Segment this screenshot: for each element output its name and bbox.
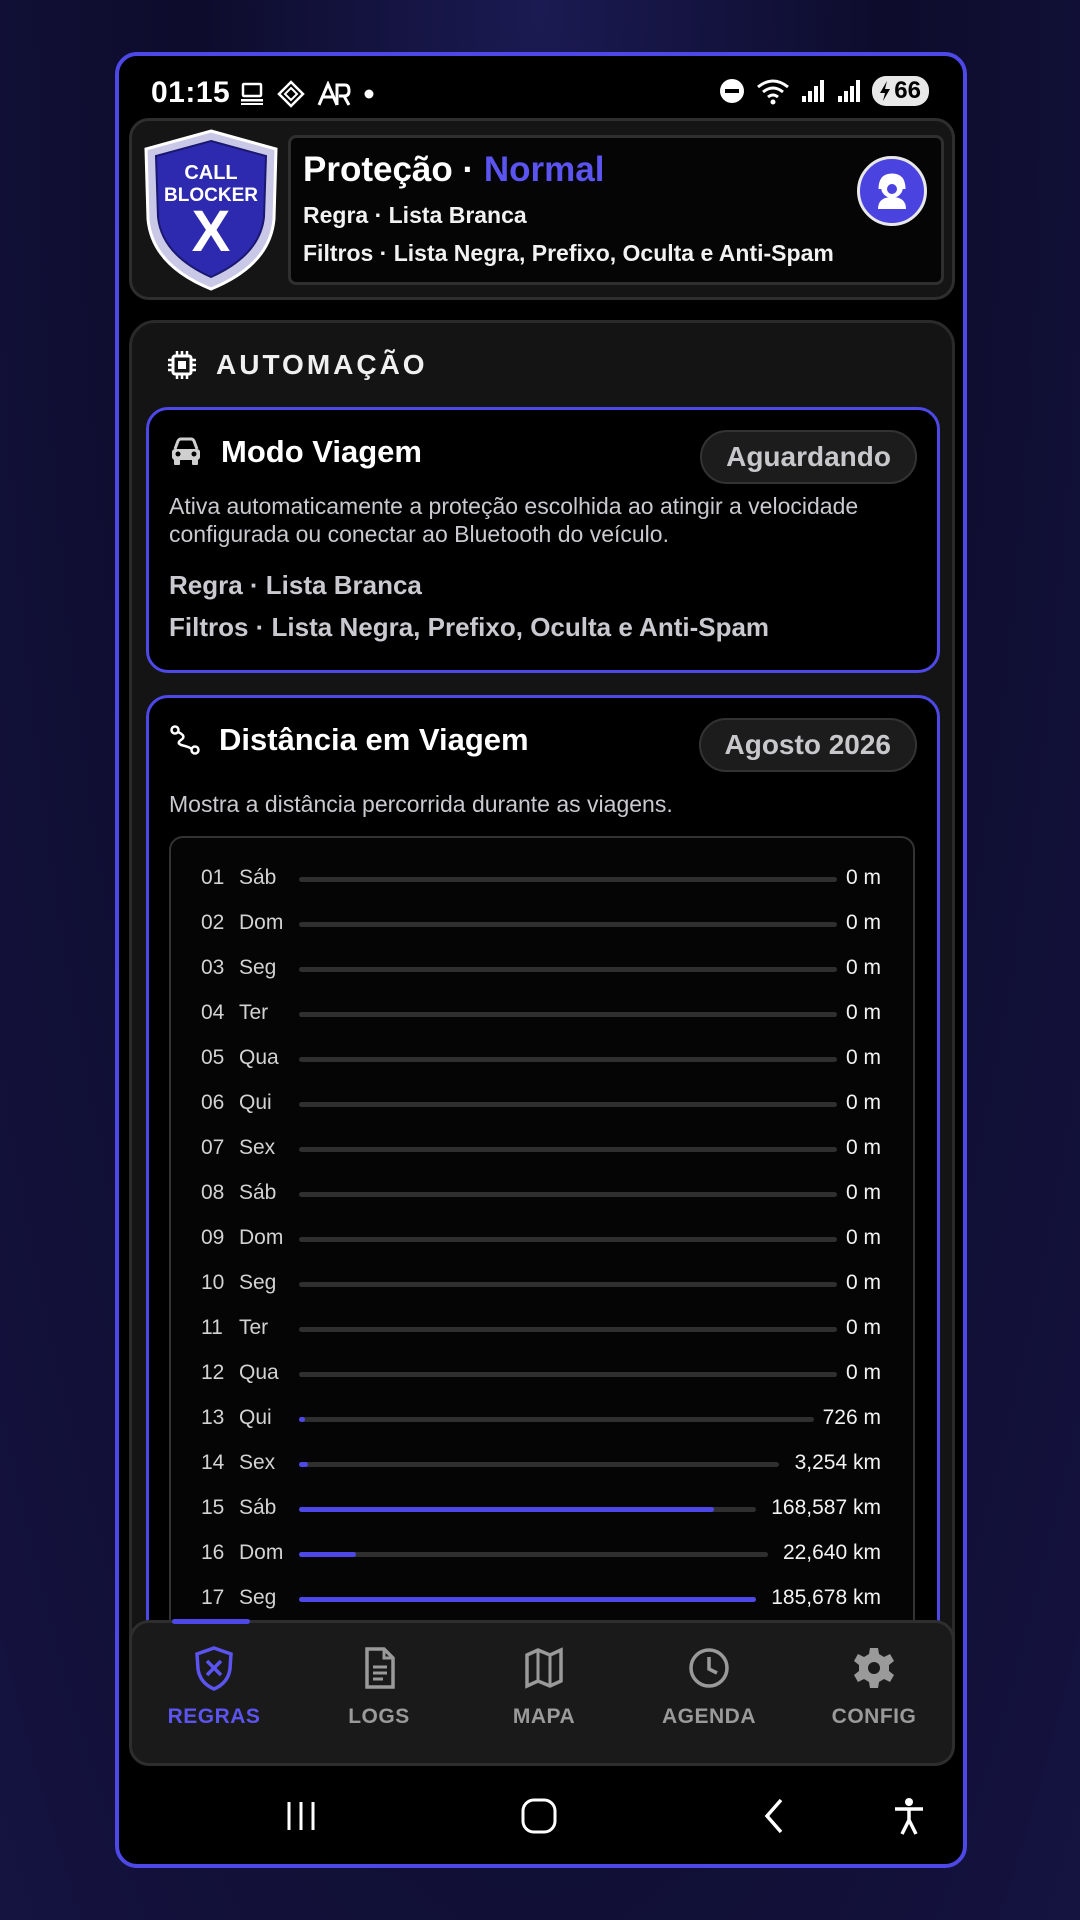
distance-row	[171, 1443, 913, 1483]
distance-row-value: 0 m	[845, 1361, 881, 1384]
distance-row-day: 06	[201, 1091, 225, 1114]
month-selector[interactable]: Agosto 2026	[699, 718, 918, 772]
distance-row-day: 08	[201, 1181, 225, 1204]
route-icon	[169, 724, 201, 756]
distance-row-weekday: Ter	[239, 1316, 269, 1339]
distance-row-weekday: Sex	[239, 1451, 276, 1474]
distance-bar-track	[299, 1147, 837, 1152]
protection-summary	[288, 135, 944, 285]
distance-bar-track	[299, 967, 837, 972]
distance-bar-track	[299, 1102, 837, 1107]
distance-bar-track	[299, 1597, 756, 1602]
distance-bar-track	[299, 1012, 837, 1017]
distance-row-weekday: Seg	[239, 1271, 277, 1294]
distance-row-weekday: Qua	[239, 1361, 279, 1384]
travel-mode-header	[169, 434, 422, 470]
distance-row-day: 09	[201, 1226, 225, 1249]
diamond-notification-icon	[277, 80, 305, 108]
distance-row-value: 0 m	[845, 1091, 881, 1114]
protection-header	[129, 118, 955, 300]
distance-bar-track	[299, 1237, 837, 1242]
distance-row-weekday: Qui	[239, 1091, 272, 1114]
travel-mode-card[interactable]	[146, 407, 940, 673]
phone-frame	[115, 52, 967, 1868]
battery-indicator	[872, 76, 929, 106]
distance-row	[171, 903, 913, 943]
distance-row-value: 168,587 km	[771, 1496, 881, 1519]
distance-row-value: 0 m	[845, 1271, 881, 1294]
distance-row-weekday: Qui	[239, 1406, 272, 1429]
distance-row-value: 0 m	[845, 1316, 881, 1339]
travel-mode-description-line1: Ativa automaticamente a proteção escolhida ao atingir a velocidade	[169, 493, 859, 519]
automation-header	[166, 349, 428, 381]
notification-icons	[239, 80, 375, 108]
protection-mode: Normal	[483, 150, 605, 189]
automation-title: AUTOMAÇÃO	[216, 349, 428, 380]
distance-bar-fill	[299, 1507, 714, 1512]
active-tab-indicator	[172, 1619, 250, 1624]
distance-row-day: 03	[201, 956, 225, 979]
distance-bar-track	[299, 1327, 837, 1332]
distance-row-weekday: Dom	[239, 911, 284, 934]
distance-row-weekday: Seg	[239, 956, 277, 979]
accessibility-button[interactable]	[889, 1796, 929, 1836]
distance-row-weekday: Qua	[239, 1046, 279, 1069]
distance-row-value: 3,254 km	[794, 1451, 881, 1474]
distance-row	[171, 1488, 913, 1528]
travel-mode-description-line2: configurada ou conectar ao Bluetooth do veículo.	[169, 521, 669, 547]
travel-distance-header	[169, 722, 529, 758]
distance-row-day: 15	[201, 1496, 225, 1519]
nav-config[interactable]	[804, 1645, 944, 1729]
chip-icon	[166, 349, 198, 381]
protection-rule: Regra · Lista Branca	[303, 202, 527, 228]
distance-bar-track	[299, 1372, 837, 1377]
distance-row-day: 01	[201, 866, 225, 889]
distance-row-weekday: Dom	[239, 1226, 284, 1249]
daily-distance-list	[169, 836, 915, 1720]
car-icon	[169, 437, 203, 467]
protection-title	[303, 150, 604, 190]
nav-regras[interactable]	[144, 1645, 284, 1729]
protection-filters: Filtros · Lista Negra, Prefixo, Oculta e Anti-Spam	[303, 240, 834, 266]
distance-row	[171, 1398, 913, 1438]
status-bar	[119, 56, 963, 122]
distance-row-day: 13	[201, 1406, 225, 1429]
distance-row	[171, 948, 913, 988]
distance-row	[171, 993, 913, 1033]
distance-row-value: 726 m	[822, 1406, 881, 1429]
distance-bar-track	[299, 1417, 814, 1422]
distance-row-weekday: Ter	[239, 1001, 269, 1024]
distance-row-day: 10	[201, 1271, 225, 1294]
distance-row	[171, 1308, 913, 1348]
nav-logs[interactable]	[309, 1645, 449, 1729]
do-not-disturb-icon	[718, 77, 746, 105]
distance-row-day: 14	[201, 1451, 225, 1474]
system-status-icons	[718, 76, 929, 106]
distance-row	[171, 1263, 913, 1303]
distance-row-value: 0 m	[845, 1136, 881, 1159]
travel-distance-description: Mostra a distância percorrida durante as viagens.	[169, 791, 673, 817]
distance-bar-track	[299, 1057, 837, 1062]
distance-bar-track	[299, 1507, 756, 1512]
battery-level: 66	[894, 77, 921, 104]
system-navigation-bar	[119, 1786, 963, 1866]
distance-row	[171, 1083, 913, 1123]
ar-notification-icon	[317, 81, 351, 107]
distance-row-value: 185,678 km	[771, 1586, 881, 1609]
distance-row-day: 12	[201, 1361, 225, 1384]
recents-button[interactable]	[281, 1796, 321, 1836]
distance-row	[171, 1218, 913, 1258]
distance-row-day: 07	[201, 1136, 225, 1159]
travel-mode-rule: Regra · Lista Branca	[169, 570, 422, 600]
clock-icon	[687, 1645, 731, 1691]
call-blocker-logo	[140, 127, 282, 293]
travel-mode-status: Aguardando	[700, 430, 917, 484]
distance-row	[171, 1533, 913, 1573]
distance-bar-fill	[299, 1462, 308, 1467]
distance-row-value: 0 m	[845, 1181, 881, 1204]
distance-row-weekday: Sáb	[239, 1496, 277, 1519]
distance-row	[171, 1578, 913, 1618]
home-button[interactable]	[519, 1796, 559, 1836]
user-support-icon	[870, 169, 914, 213]
dot-icon	[363, 88, 375, 100]
distance-row	[171, 1173, 913, 1213]
distance-row-weekday: Dom	[239, 1541, 284, 1564]
logo-text-x: X	[191, 199, 231, 264]
distance-bar-track	[299, 877, 837, 882]
distance-row-day: 16	[201, 1541, 225, 1564]
automation-panel	[129, 320, 955, 1720]
distance-row-value: 0 m	[845, 1001, 881, 1024]
gear-icon	[852, 1645, 896, 1691]
distance-bar-fill	[299, 1552, 356, 1557]
bottom-navigation	[129, 1620, 955, 1766]
logo-text-call: CALL	[184, 162, 238, 184]
distance-row-value: 0 m	[845, 911, 881, 934]
laptop-notification-icon	[239, 81, 265, 107]
distance-row	[171, 1353, 913, 1393]
distance-bar-track	[299, 922, 837, 927]
distance-bar-track	[299, 1282, 837, 1287]
distance-row-weekday: Sex	[239, 1136, 276, 1159]
distance-bar-track	[299, 1462, 779, 1467]
distance-row-weekday: Seg	[239, 1586, 277, 1609]
distance-bar-fill	[299, 1417, 305, 1422]
distance-row-day: 05	[201, 1046, 225, 1069]
nav-regras-label: REGRAS	[167, 1705, 261, 1728]
distance-row-value: 0 m	[845, 866, 881, 889]
map-icon	[522, 1645, 566, 1691]
nav-config-label: CONFIG	[831, 1705, 917, 1728]
nav-agenda-label: AGENDA	[661, 1705, 756, 1728]
distance-row	[171, 858, 913, 898]
distance-row	[171, 1128, 913, 1168]
travel-mode-filters: Filtros · Lista Negra, Prefixo, Oculta e Anti-Spam	[169, 612, 770, 642]
nav-mapa[interactable]	[474, 1645, 614, 1729]
distance-row-day: 11	[201, 1316, 223, 1339]
distance-row-value: 0 m	[845, 1046, 881, 1069]
profile-avatar-button[interactable]	[857, 156, 927, 226]
travel-distance-title: Distância em Viagem	[219, 722, 529, 757]
distance-row-day: 02	[201, 911, 225, 934]
wifi-icon	[756, 77, 790, 105]
distance-bar-track	[299, 1192, 837, 1197]
back-button[interactable]	[755, 1796, 795, 1836]
travel-distance-card	[146, 695, 940, 1720]
status-time: 01:15	[151, 76, 231, 109]
distance-row-day: 04	[201, 1001, 225, 1024]
distance-row	[171, 1038, 913, 1078]
signal-1-icon	[800, 78, 826, 104]
distance-bar-fill	[299, 1597, 756, 1602]
distance-row-weekday: Sáb	[239, 866, 277, 889]
nav-logs-label: LOGS	[348, 1705, 410, 1728]
distance-row-value: 0 m	[845, 1226, 881, 1249]
protection-label: Proteção ·	[303, 150, 484, 189]
nav-mapa-label: MAPA	[512, 1705, 576, 1728]
travel-mode-title: Modo Viagem	[221, 434, 422, 469]
distance-row-value: 0 m	[845, 956, 881, 979]
charging-icon	[878, 80, 892, 102]
signal-2-icon	[836, 78, 862, 104]
document-icon	[357, 1645, 401, 1691]
logo-text-blocker: BLOCKER	[164, 185, 258, 206]
nav-agenda[interactable]	[639, 1645, 779, 1729]
distance-row-weekday: Sáb	[239, 1181, 277, 1204]
distance-bar-track	[299, 1552, 768, 1557]
distance-row-day: 17	[201, 1586, 225, 1609]
distance-row-value: 22,640 km	[782, 1541, 881, 1564]
shield-x-icon	[192, 1645, 236, 1691]
